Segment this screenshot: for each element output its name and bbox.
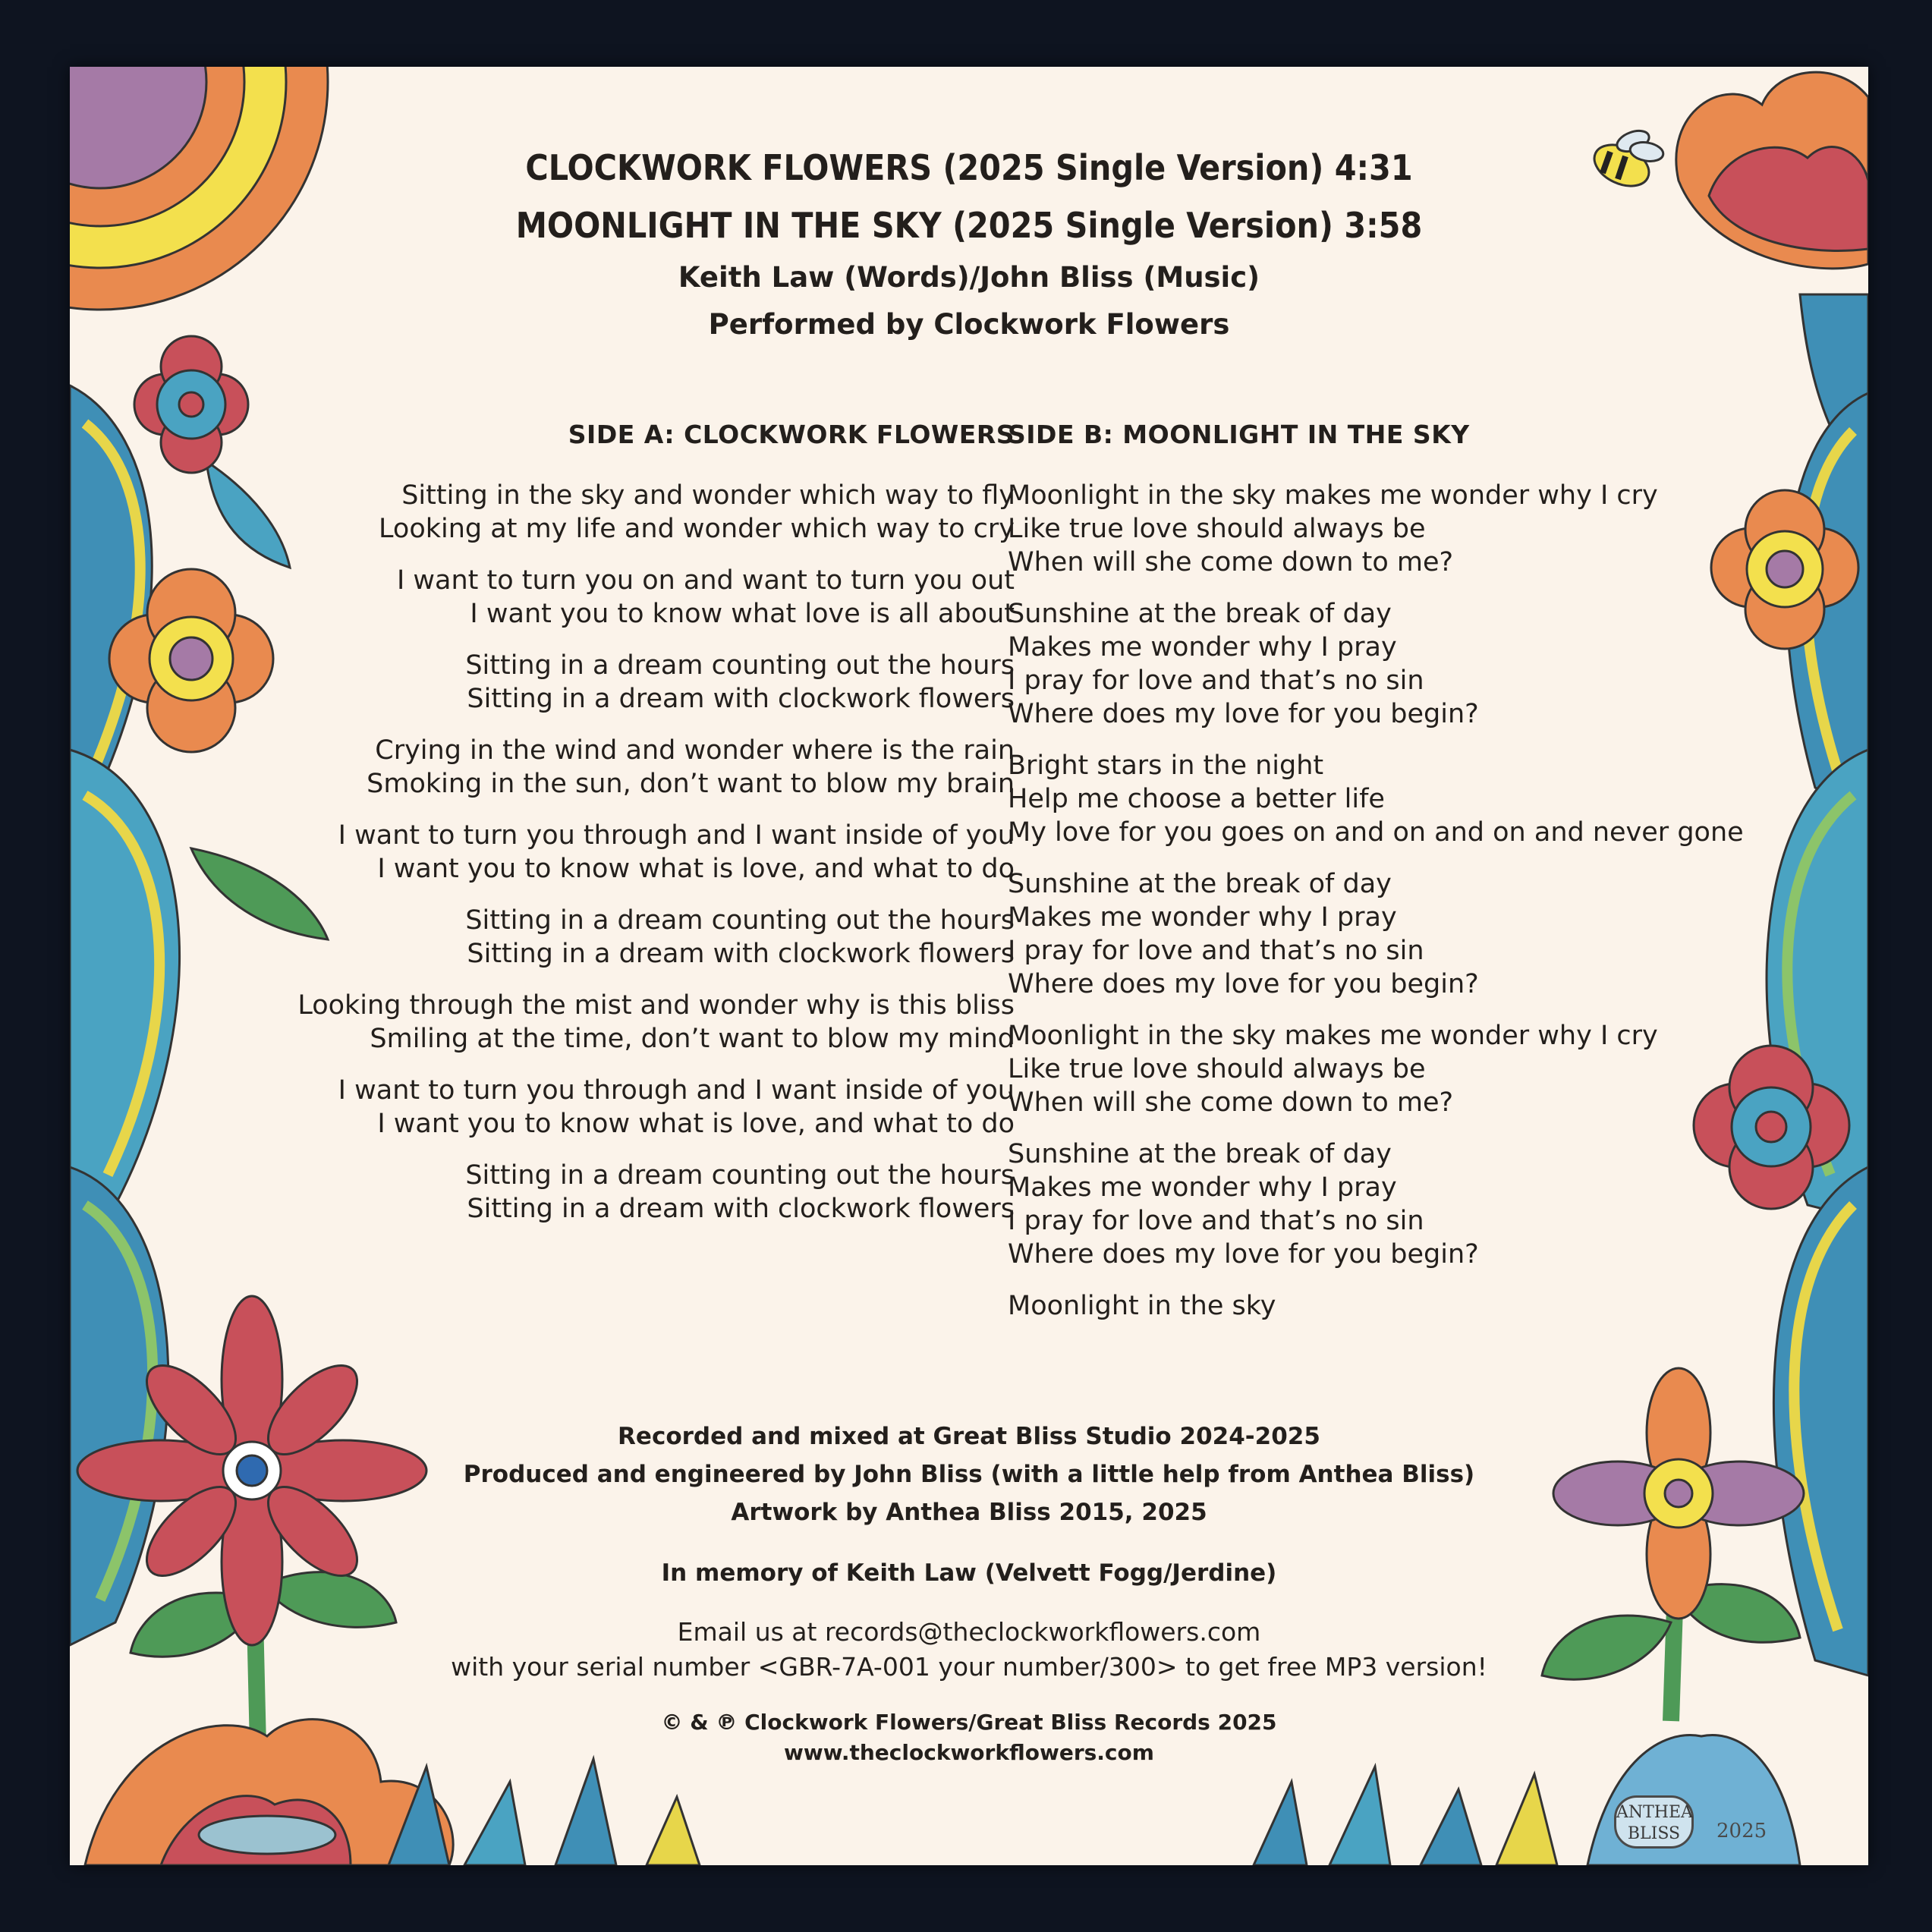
lyric-line: Sitting in the sky and wonder which way to fly [401, 480, 1015, 511]
side-a-stanza [206, 1074, 1015, 1141]
lyric-line: Sitting in a dream with clockwork flowers [467, 684, 1015, 714]
artist-signature [1614, 1795, 1694, 1849]
lyric-line: I pray for love and that’s no sin [1008, 666, 1424, 696]
lyric-line: I want you to know what is love, and what to do [377, 1109, 1015, 1139]
website-link[interactable]: www.theclockworkflowers.com [784, 1740, 1154, 1765]
side-a-stanza [206, 904, 1015, 971]
track-title-b: MOONLIGHT IN THE SKY (2025 Single Version) 3:58 [515, 205, 1423, 246]
side-a-stanza [206, 649, 1015, 716]
lyric-line: I want you to know what love is all about [470, 599, 1015, 629]
side-a-stanza [206, 564, 1015, 631]
lyric-sheet [70, 67, 1868, 1865]
lyric-line: When will she come down to me? [1008, 547, 1454, 577]
lyric-line: Makes me wonder why I pray [1008, 1172, 1397, 1203]
lyric-line: I want you to know what is love, and what to do [377, 854, 1015, 884]
lyric-line: Like true love should always be [1008, 1054, 1426, 1084]
lyric-line: I want to turn you through and I want inside of you [338, 1075, 1015, 1106]
email-note: Email us at records@theclockworkflowers.com [677, 1617, 1261, 1647]
side-b-lyrics [1008, 420, 1767, 1341]
lyric-line: Where does my love for you begin? [1008, 699, 1479, 729]
serial-note: with your serial number <GBR-7A-001 your number/300> to get free MP3 version! [451, 1652, 1487, 1682]
credits [70, 1418, 1868, 1768]
lyric-line: When will she come down to me? [1008, 1087, 1454, 1118]
lyric-line: Sunshine at the break of day [1008, 869, 1392, 899]
side-a-stanza [206, 819, 1015, 886]
lyric-line: Makes me wonder why I pray [1008, 632, 1397, 662]
performer-credit: Performed by Clockwork Flowers [708, 308, 1230, 341]
side-b-stanza [1008, 867, 1767, 1001]
side-b-stanza [1008, 1019, 1767, 1119]
side-a-lyrics [206, 420, 1015, 1244]
side-b-stanza [1008, 1289, 1767, 1323]
lyric-line: Bright stars in the night [1008, 750, 1324, 781]
lyric-line: Smiling at the time, don’t want to blow my mind [370, 1024, 1015, 1054]
lyric-line: Moonlight in the sky [1008, 1291, 1276, 1321]
lyric-line: Sitting in a dream with clockwork flowers [467, 1194, 1015, 1224]
lyric-line: Makes me wonder why I pray [1008, 902, 1397, 933]
lyric-line: Smoking in the sun, don’t want to blow my brain [367, 769, 1015, 799]
lyric-line: Looking at my life and wonder which way to cry [379, 514, 1015, 544]
side-a-stanza [206, 1159, 1015, 1226]
writers-credit: Keith Law (Words)/John Bliss (Music) [678, 261, 1260, 294]
lyric-line: Moonlight in the sky makes me wonder why I cry [1008, 1021, 1658, 1051]
lyric-line: Crying in the wind and wonder where is the rain [375, 735, 1015, 766]
lyric-line: Like true love should always be [1008, 514, 1426, 544]
signature-line-1: ANTHEA [1616, 1803, 1693, 1822]
lyric-line: Where does my love for you begin? [1008, 969, 1479, 999]
lyric-line: I pray for love and that’s no sin [1008, 1206, 1424, 1236]
artwork-credit: Artwork by Anthea Bliss 2015, 2025 [731, 1499, 1207, 1526]
memorial-note: In memory of Keith Law (Velvett Fogg/Jerdine) [661, 1559, 1277, 1587]
side-a-stanza [206, 989, 1015, 1056]
side-b-title: SIDE B: MOONLIGHT IN THE SKY [1008, 420, 1470, 449]
produced-credit: Produced and engineered by John Bliss (with a little help from Anthea Bliss) [463, 1461, 1475, 1488]
signature-year: 2025 [1716, 1820, 1767, 1842]
lyric-line: My love for you goes on and on and on and never gone [1008, 817, 1744, 848]
side-b-stanza [1008, 479, 1767, 579]
header [70, 139, 1868, 348]
copyright-line: © & ℗ Clockwork Flowers/Great Bliss Records 2025 [661, 1710, 1277, 1735]
side-b-stanza [1008, 597, 1767, 731]
side-a-stanza [206, 734, 1015, 801]
side-b-stanza [1008, 1137, 1767, 1271]
side-a-stanza [206, 479, 1015, 546]
side-b-stanza [1008, 749, 1767, 849]
lyric-line: I want to turn you through and I want inside of you [338, 820, 1015, 851]
bottom-grass-icon [389, 1759, 1557, 1865]
lyric-line: Help me choose a better life [1008, 784, 1385, 814]
lyric-line: Moonlight in the sky makes me wonder why I cry [1008, 480, 1658, 511]
lyric-line: Sitting in a dream counting out the hours [465, 650, 1015, 681]
lyric-line: Where does my love for you begin? [1008, 1239, 1479, 1270]
lyric-line: Sitting in a dream with clockwork flowers [467, 939, 1015, 969]
lyric-line: Sunshine at the break of day [1008, 599, 1392, 629]
lyric-line: I want to turn you on and want to turn you out [396, 565, 1015, 596]
recorded-credit: Recorded and mixed at Great Bliss Studio 2024-2025 [618, 1423, 1320, 1450]
lyric-line: Sitting in a dream counting out the hours [465, 905, 1015, 936]
lyric-line: Sunshine at the break of day [1008, 1139, 1392, 1169]
lyric-line: Looking through the mist and wonder why is this bliss [297, 990, 1015, 1021]
signature-line-2: BLISS [1627, 1824, 1681, 1843]
side-a-title: SIDE A: CLOCKWORK FLOWERS [568, 420, 1015, 449]
track-title-a: CLOCKWORK FLOWERS (2025 Single Version) 4:31 [525, 147, 1413, 188]
lyric-line: Sitting in a dream counting out the hours [465, 1160, 1015, 1191]
lyric-line: I pray for love and that’s no sin [1008, 936, 1424, 966]
